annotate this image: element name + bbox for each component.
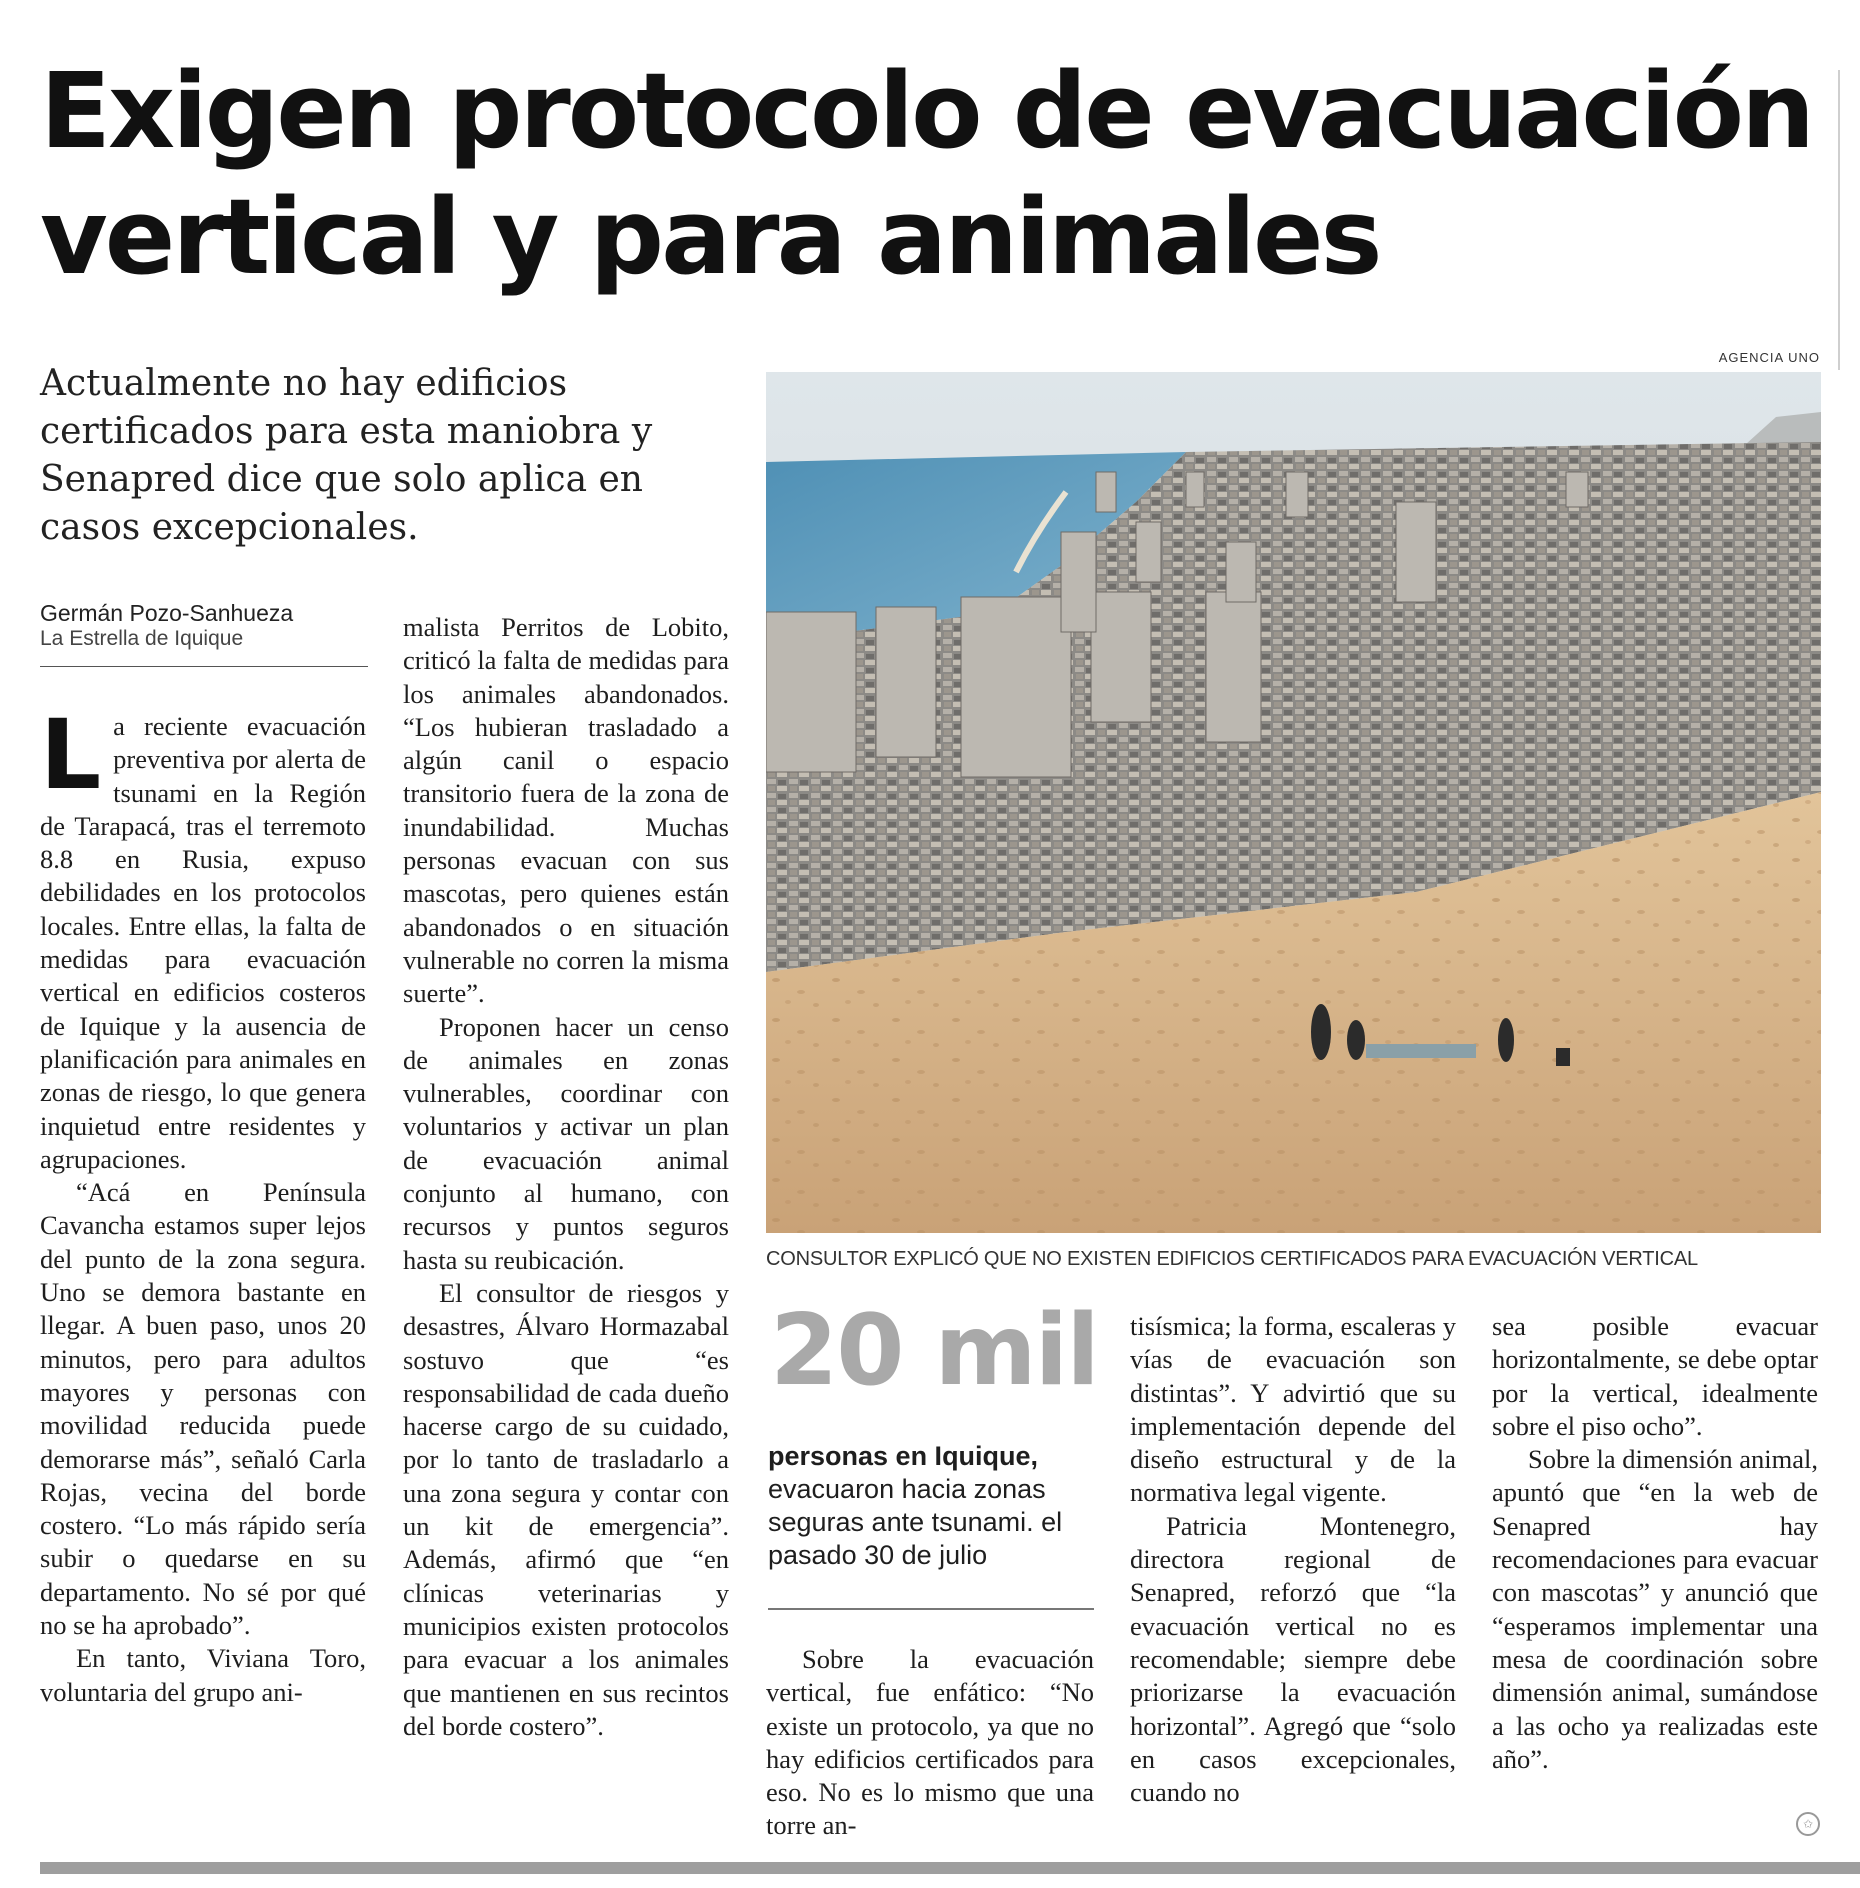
paragraph: malista Perritos de Lobito, criticó la falta de medidas para los animales abandonados. “Los hubieran trasladado a algún canil o espacio transitorio fuera de la zona de inundabilidad. Muchas personas evacuan con sus mascotas, pero quienes están abandonados o en situación vulnerable no corren la misma suerte”.: [403, 612, 729, 1009]
stat-rest-text: evacuaron hacia zonas seguras ante tsunami. el pasado 30 de julio: [768, 1474, 1063, 1570]
body-column-2: [403, 611, 729, 1743]
body-column-5: [1492, 1310, 1818, 1776]
body-column-1: [40, 699, 366, 1709]
paragraph-text: a reciente evacuación preventiva por alerta de tsunami en la Región de Tarapacá, tras el terremoto 8.8 en Rusia, expuso debilidades en los protocolos locales. Entre ellas, la falta de medidas para evacuación vertical en edificios costeros de Iquique y la ausencia de planificación para animales en zonas de riesgo, lo que genera inquietud entre residentes y agrupaciones.: [40, 711, 366, 1174]
photo-credit: AGENCIA UNO: [1718, 350, 1820, 365]
paragraph: Proponen hacer un censo de animales en zonas vulnerables, coordinar con voluntarios y activar un plan de evacuación animal conjunto al humano, con recursos y puntos seguros hasta su reubicación.: [403, 1011, 729, 1275]
bottom-rule: [40, 1862, 1860, 1874]
headline-line-2: vertical y para animales: [40, 176, 1380, 298]
photo-caption: CONSULTOR EXPLICÓ QUE NO EXISTEN EDIFICIOS CERTIFICADOS PARA EVACUACIÓN VERTICAL: [766, 1248, 1698, 1270]
stat-bold-text: personas en Iquique,: [768, 1441, 1039, 1471]
deck-subtitle: Actualmente no hay edificios certificados para esta maniobra y Senapred dice que solo aplica en casos excepcionales.: [40, 363, 653, 548]
paragraph: tisísmica; la forma, escaleras y vías de evacuación son distintas”. Y advirtió que su implementación depende del diseño estructural y de la normativa legal vigente.: [1130, 1311, 1456, 1508]
photo-coastal-city-dune: [766, 372, 1821, 1233]
author-name: Germán Pozo-Sanhueza: [40, 600, 294, 626]
end-mark-icon: ✩: [1796, 1812, 1820, 1836]
paragraph: El consultor de riesgos y desastres, Álvaro Hormazabal sostuvo que “es responsabilidad de cada dueño hacerse cargo de su cuidado, por lo tanto de trasladarlo a una zona segura y contar con un kit de emergencia”. Además, afirmó que “en clínicas veterinarias y municipios existen protocolos para evacuar a los animales que mantienen en sus recintos del borde costero”.: [403, 1277, 729, 1741]
author-publication: La Estrella de Iquique: [40, 627, 244, 650]
headline-line-1: Exigen protocolo de evacuación: [40, 50, 1813, 172]
paragraph: Sobre la dimensión animal, apuntó que “en la web de Senapred hay recomendaciones para evacuar con mascotas” y anunció que “esperamos implementar una mesa de coordinación sobre dimensión animal, sumándose a las ocho ya realizadas este año”.: [1492, 1444, 1818, 1774]
byline: [40, 600, 370, 652]
headline: [40, 48, 1820, 300]
byline-divider: [40, 666, 368, 667]
paragraph: sea posible evacuar horizontalmente, se debe optar por la vertical, idealmente sobre el piso ocho”.: [1492, 1311, 1818, 1441]
stat-number: 20 mil: [770, 1294, 1098, 1408]
stat-divider: [768, 1608, 1094, 1610]
paragraph: “Acá en Península Cavancha estamos super lejos del punto de la zona segura. Uno se demora bastante en llegar. A buen paso, unos 20 minutos, pero para adultos mayores y personas con movilidad reducida puede demorarse más”, señaló Carla Rojas, vecina del borde costero. “Lo más rápido sería subir o quedarse en su departamento. No sé por qué no se ha aprobado”.: [40, 1177, 366, 1641]
stat-text: [768, 1440, 1098, 1572]
paragraph: Sobre la evacuación vertical, fue enfático: “No existe un protocolo, ya que no hay edificios certificados para eso. No es lo mismo que una torre an-: [766, 1644, 1094, 1841]
paragraph: [40, 699, 366, 1176]
body-column-4: [1130, 1310, 1456, 1809]
body-column-3: [766, 1643, 1094, 1843]
paragraph: En tanto, Viviana Toro, voluntaria del grupo ani-: [40, 1643, 366, 1707]
vertical-divider: [1838, 70, 1840, 370]
drop-cap: L: [40, 699, 102, 811]
paragraph: Patricia Montenegro, directora regional de Senapred, reforzó que “la evacuación vertical no es recomendable; siempre debe priorizarse la evacuación horizontal”. Agregó que “solo en casos excepcionales, cuando no: [1130, 1510, 1456, 1808]
